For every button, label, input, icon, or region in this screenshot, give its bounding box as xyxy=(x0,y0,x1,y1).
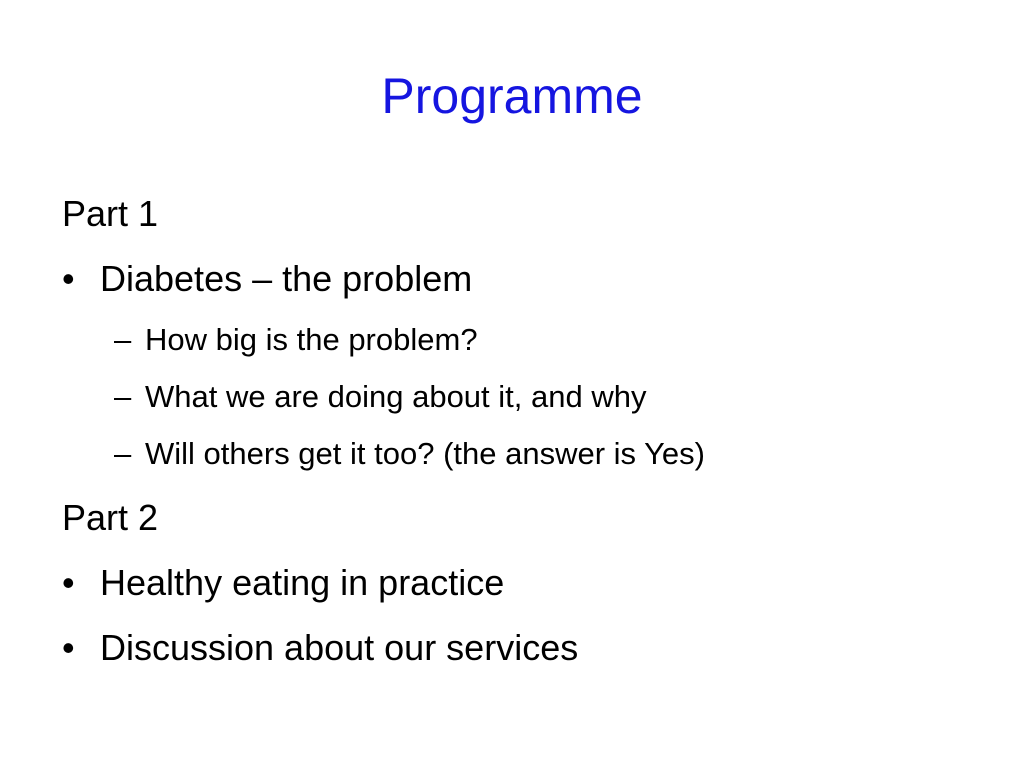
part1-subitem-text: What we are doing about it, and why xyxy=(145,379,647,414)
part2-heading: Part 2 xyxy=(62,497,159,538)
part1-subitem-text: How big is the problem? xyxy=(145,322,478,357)
sub-marker: – xyxy=(114,436,132,471)
part2-bullet-1 xyxy=(62,559,962,607)
part1-subitem-1 xyxy=(62,320,962,360)
sub-marker: – xyxy=(114,379,132,414)
part2-bullet-text: Discussion about our services xyxy=(100,627,579,668)
slide-content xyxy=(62,190,962,689)
part1-subitem-2 xyxy=(62,377,962,417)
part1-bullet-text: Diabetes – the problem xyxy=(100,258,473,299)
part1-bullet xyxy=(62,255,962,303)
part2-bullet-2 xyxy=(62,624,962,672)
part1-heading: Part 1 xyxy=(62,193,159,234)
slide-title: Programme xyxy=(381,68,643,124)
part1-subitem-3 xyxy=(62,434,962,474)
sub-marker: – xyxy=(114,322,132,357)
bullet-marker: • xyxy=(62,627,75,668)
bullet-marker: • xyxy=(62,562,75,603)
part1-subitem-text: Will others get it too? (the answer is Yes) xyxy=(145,436,705,471)
part2-bullet-text: Healthy eating in practice xyxy=(100,562,505,603)
bullet-marker: • xyxy=(62,258,75,299)
